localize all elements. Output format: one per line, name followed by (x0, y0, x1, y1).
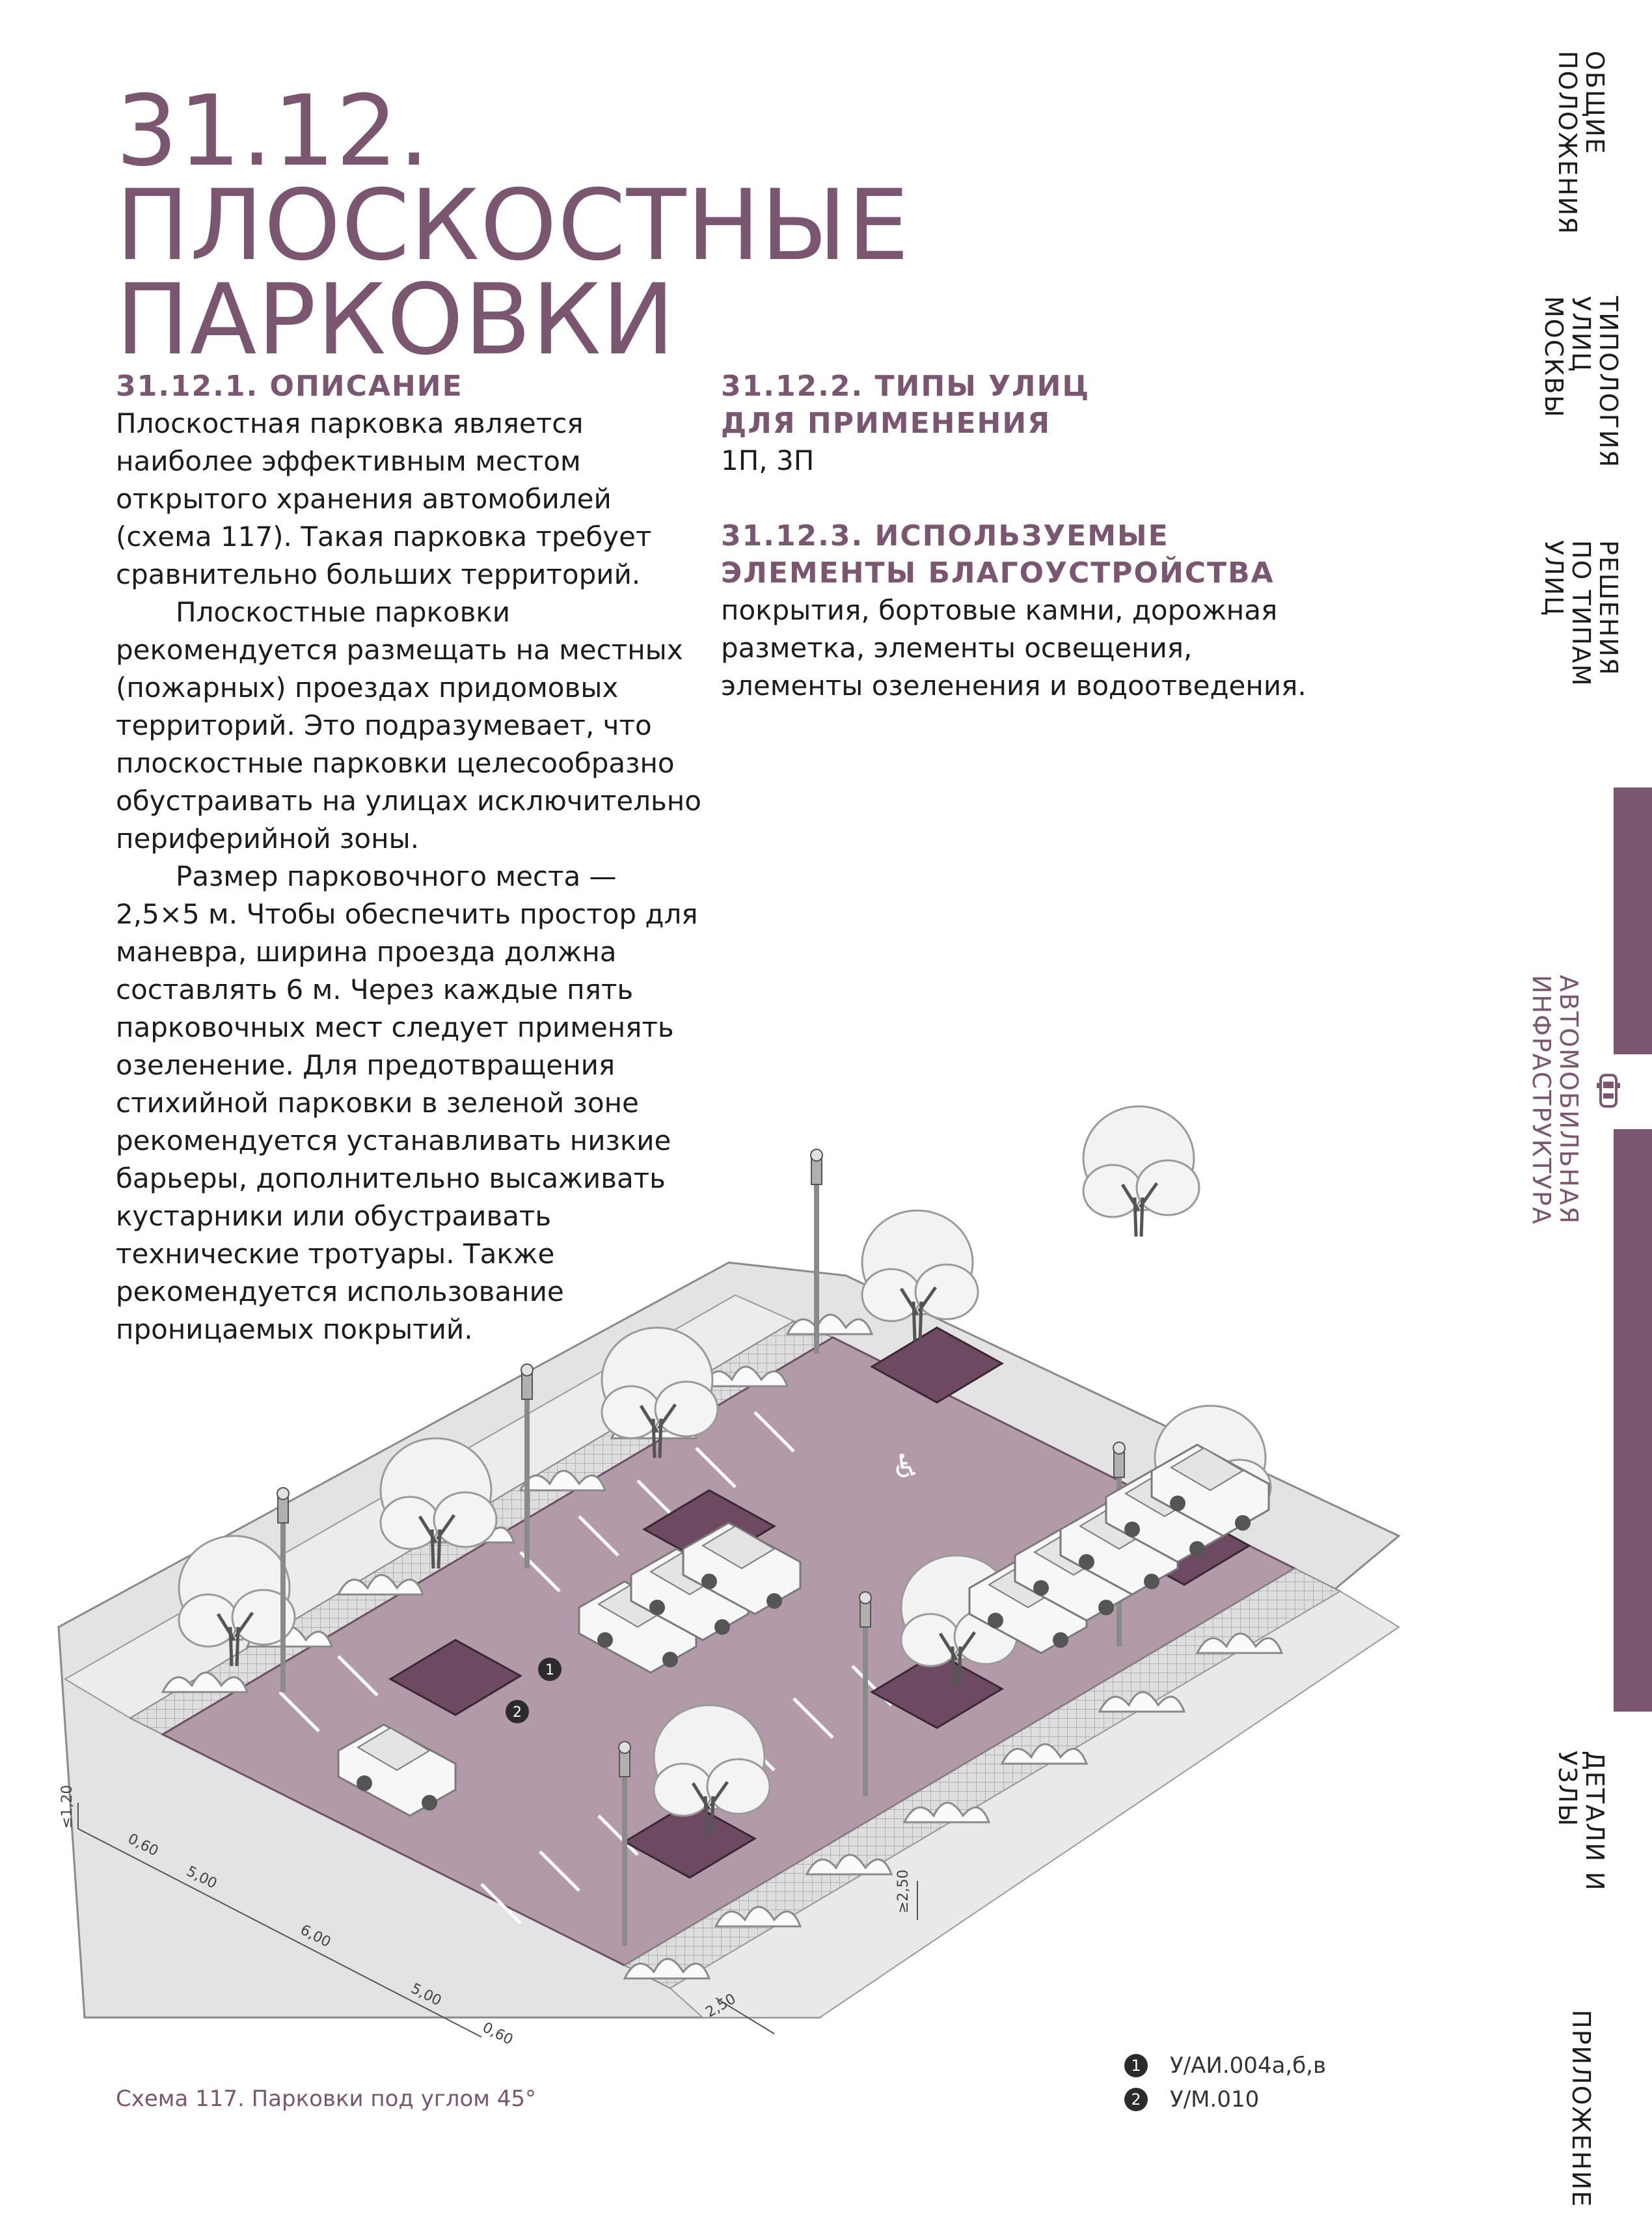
dim-label-6: 0,60 (480, 2019, 516, 2049)
street-types-section (721, 368, 1320, 705)
street-types-heading-2: ДЛЯ ПРИМЕНЕНИЯ (721, 407, 1051, 440)
elements-heading-2: ЭЛЕМЕНТЫ БЛАГОУСТРОЙСТВА (721, 556, 1275, 590)
page-title (116, 75, 1222, 377)
description-paragraph-1: Плоскостная парковка является наиболее эффективным местом открытого хранения автомобилей (схема 117). Такая парковка требует сравнительно больших территорий. (116, 407, 652, 590)
dim-label-5: 5,00 (408, 1980, 444, 2010)
side-nav-typology-label: ТИПОЛОГИЯ УЛИЦ МОСКВЫ (1539, 296, 1623, 469)
description-paragraph-3: Размер парковочного места — 2,5×5 м. Чтобы обеспечить простор для маневра, ширина проезда должна составлять 6 м. Через каждые пять парковочных мест следует применять озеленение. Для предотвращения стихийной парковки в зеленой зоне рекомендуется устанавливать низкие барьеры, дополнительно высаживать кустарники или обустраивать технические тротуары. Также рекомендуется использование проницаемых покрытий. (116, 860, 698, 1345)
diagram-caption: Схема 117. Парковки под углом 45° (116, 2086, 536, 2112)
legend-item (1124, 2049, 1326, 2083)
dim-label-3: 5,00 (183, 1863, 220, 1893)
marker-1-label: 1 (545, 1662, 554, 1678)
dim-label-7: 2,50 (703, 1991, 739, 2021)
side-nav-general-label: ОБЩИЕ ПОЛОЖЕНИЯ (1553, 51, 1609, 236)
elements-heading-1: 31.12.3. ИСПОЛЬЗУЕМЫЕ (721, 519, 1169, 553)
side-nav-solutions-label: РЕШЕНИЯ ПО ТИПАМ УЛИЦ (1539, 540, 1623, 687)
marker-2-label: 2 (513, 1704, 522, 1721)
legend-marker-2: 2 (1124, 2088, 1148, 2111)
side-nav-auto-infrastructure[interactable] (1516, 970, 1594, 1230)
side-nav-typology[interactable] (1539, 296, 1623, 485)
legend-marker-1: 1 (1124, 2054, 1148, 2077)
description-paragraph-2: Плоскостные парковки рекомендуется размещать на местных (пожарных) проездах придомовых территорий. Это подразумевает, что плоскостные парковки целесообразно обустраивать на улицах исключительно периферийной зоны. (116, 596, 701, 855)
dim-label-1: ≤1,20 (59, 1785, 75, 1829)
side-nav-appendix[interactable] (1542, 2011, 1620, 2206)
side-nav-auto-label: АВТОМОБИЛЬНАЯ ИНФРАСТРУКТУРА (1527, 974, 1583, 1225)
legend-text-1: У/АИ.004а,б,в (1170, 2053, 1327, 2079)
description-heading: 31.12.1. ОПИСАНИЕ (116, 370, 463, 403)
dim-label-8: ≥2,50 (895, 1869, 912, 1913)
description-section (116, 368, 701, 1348)
svg-text:♿: ♿ (891, 1447, 921, 1485)
elements-text: покрытия, бортовые камни, дорожная разметка, элементы освещения, элементы озеленения и водоотведения. (721, 594, 1307, 702)
parking-diagram (59, 1263, 1431, 2083)
side-nav-solutions[interactable] (1539, 540, 1623, 755)
active-section-bar-top (1614, 787, 1652, 1054)
diagram-legend (1124, 2049, 1326, 2116)
side-nav-general[interactable] (1542, 51, 1620, 236)
dim-label-4: 6,00 (297, 1922, 334, 1951)
side-nav-details[interactable] (1542, 1751, 1620, 1959)
side-nav-details-label: ДЕТАЛИ И УЗЛЫ (1553, 1751, 1609, 1892)
title-line-2: ПАРКОВКИ (116, 264, 676, 377)
legend-text-2: У/М.010 (1170, 2086, 1260, 2113)
active-section-bar-bottom (1614, 1129, 1652, 1712)
title-line-1: 31.12. ПЛОСКОСТНЫЕ (116, 75, 910, 282)
elements-heading (721, 517, 1320, 592)
dim-label-2: 0,60 (125, 1831, 161, 1860)
street-types-heading (721, 368, 1320, 442)
legend-item (1124, 2083, 1326, 2116)
street-types-heading-1: 31.12.2. ТИПЫ УЛИЦ (721, 370, 1090, 403)
side-nav-appendix-label: ПРИЛОЖЕНИЕ (1567, 2009, 1595, 2208)
street-types-text: 1П, 3П (721, 444, 815, 476)
car-icon (1595, 1073, 1621, 1109)
